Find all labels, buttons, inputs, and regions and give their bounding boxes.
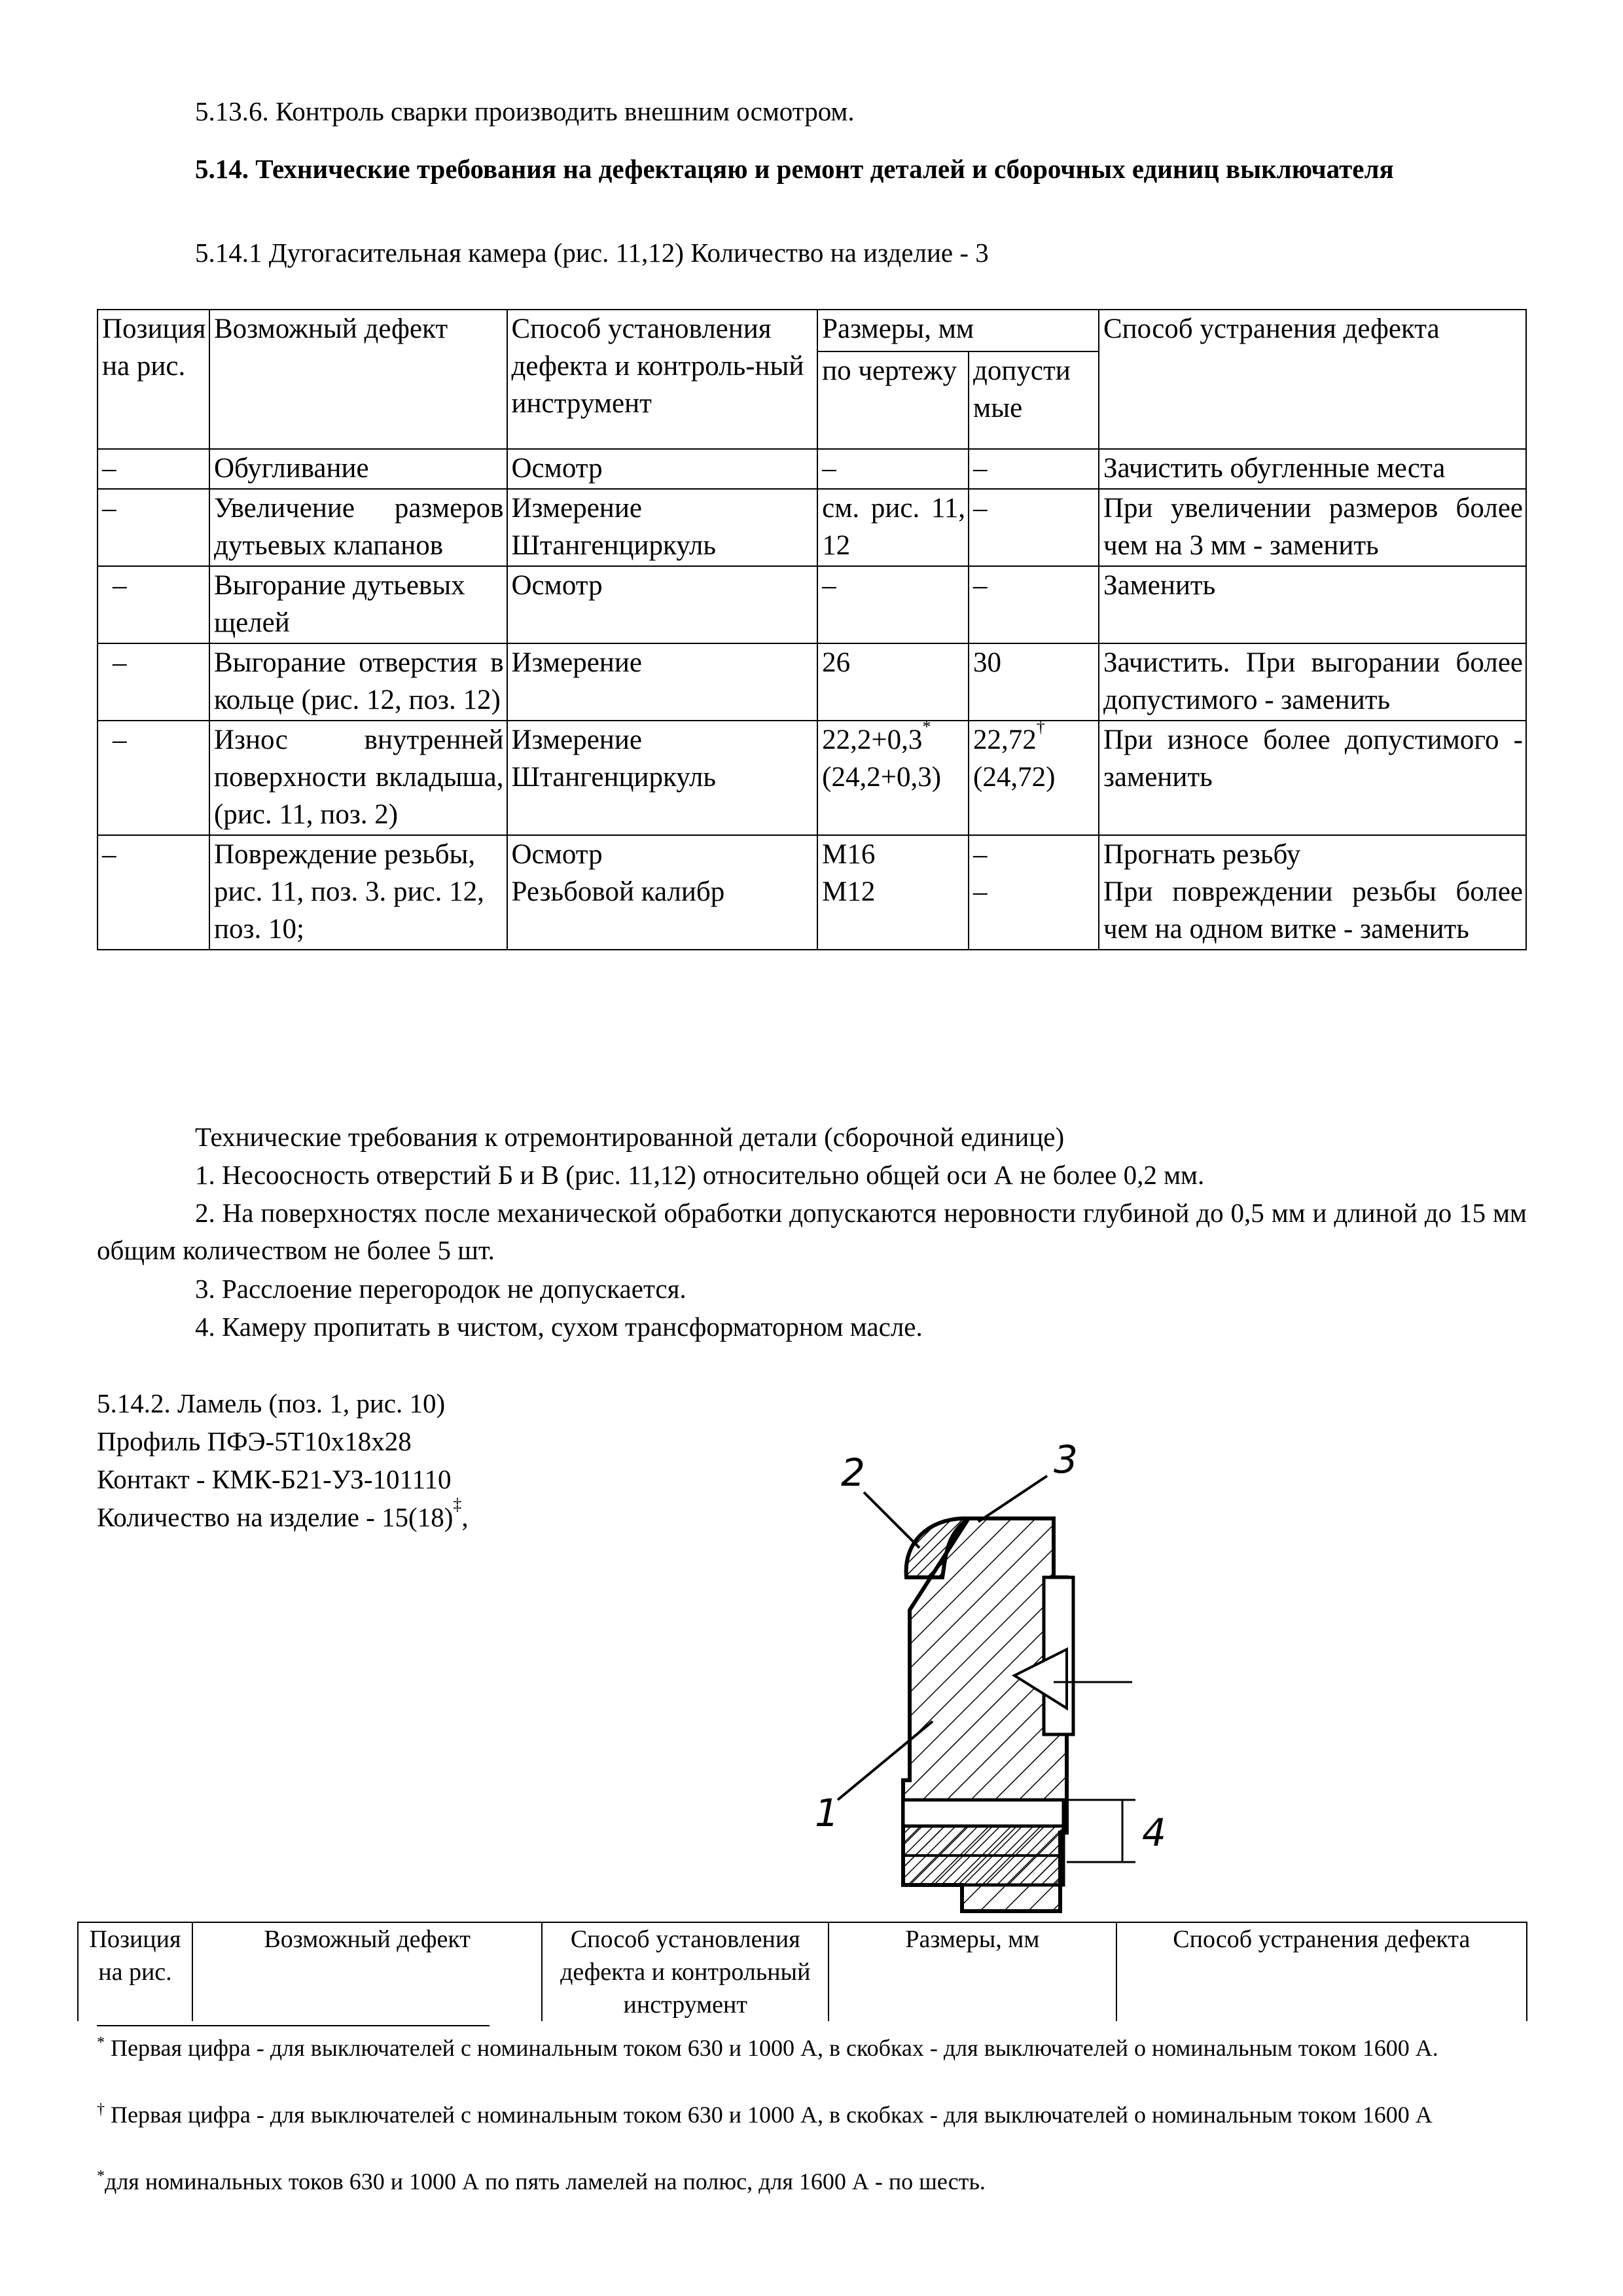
lamel-quantity-text: Количество на изделие - 15(18) xyxy=(97,1502,454,1532)
cell-allowed: 30 xyxy=(969,643,1099,721)
cell-remedy: Заменить xyxy=(1099,566,1526,643)
remedy-line: Прогнать резьбу xyxy=(1103,839,1301,870)
drawing-label-4: 4 xyxy=(1142,1810,1166,1855)
requirement-item: 3. Расслоение перегородок не допускается. xyxy=(195,1274,687,1304)
requirement-item: 1. Несоосность отверстий Б и В (рис. 11,12) относительно общей оси А не более 0,2 мм. xyxy=(195,1160,1205,1190)
lamel-title: 5.14.2. Ламель (поз. 1, рис. 10) xyxy=(97,1388,446,1418)
col-header-defect: Возможный дефект xyxy=(192,1922,542,2021)
footnote-mark: † xyxy=(97,2101,105,2118)
allowed-line: (24,72) xyxy=(973,762,1056,793)
table-header-row xyxy=(98,310,1526,351)
method-line: Измерение xyxy=(511,493,642,524)
method-line: Штангенциркуль xyxy=(511,530,716,561)
col-header-by-drawing: по чертежу xyxy=(817,351,969,449)
cell-defect: Выгорание отверстия в кольце (рис. 12, поз. 12) xyxy=(209,643,507,721)
defect-table-lamel xyxy=(77,1922,1527,2021)
cell-drawing: – xyxy=(817,566,969,643)
cell-allowed: – xyxy=(969,449,1099,489)
requirement-item: 2. На поверхностях после механической обработки допускаются неровности глубиной до 0,5 мм и длиной до 15 мм общим количеством не более 5 шт. xyxy=(97,1198,1527,1265)
cell-method xyxy=(507,489,818,566)
lamel-drawing xyxy=(779,1414,1237,1924)
footnote-separator xyxy=(97,2025,490,2026)
remedy-line: При повреждении резьбы более чем на одном витке - заменить xyxy=(1103,876,1523,944)
cell-drawing xyxy=(817,717,969,835)
allowed-line xyxy=(973,717,1096,759)
cell-defect: Выгорание дутьевых щелей xyxy=(209,566,507,643)
footnote xyxy=(97,2094,1530,2130)
table-row xyxy=(98,489,1526,566)
cell-drawing: – xyxy=(817,449,969,489)
footnote xyxy=(97,2028,1530,2063)
cell-remedy: При износе более допустимого - заменить xyxy=(1099,721,1526,835)
cell-defect: Повреждение резьбы, рис. 11, поз. 3. рис. 12, поз. 10; xyxy=(209,835,507,950)
cell-method xyxy=(507,835,818,950)
drawing-label-1: 1 xyxy=(815,1791,839,1835)
table-row xyxy=(98,835,1526,950)
cell-position: – xyxy=(98,566,209,643)
cell-position: – xyxy=(98,721,209,835)
drawing-label-3: 3 xyxy=(1054,1437,1078,1482)
cell-position: – xyxy=(98,643,209,721)
intro-line: 5.13.6. Контроль сварки производить внешним осмотром. xyxy=(195,96,855,126)
col-header-remedy: Способ устранения дефекта xyxy=(1116,1922,1527,2021)
drawing-line xyxy=(822,717,965,759)
table-row xyxy=(98,643,1526,721)
col-header-sizes: Размеры, мм xyxy=(829,1922,1116,2021)
requirement-item: 4. Камеру пропитать в чистом, сухом трансформаторном масле. xyxy=(195,1312,923,1342)
lamel-contact: Контакт - КМК-Б21-УЗ-101110 xyxy=(97,1464,452,1494)
drawing-value: 22,2+0,3 xyxy=(822,725,923,755)
method-line: Осмотр xyxy=(511,839,603,870)
drawing-line: М16 xyxy=(822,839,876,870)
cell-allowed xyxy=(969,835,1099,950)
col-header-remedy: Способ устранения дефекта xyxy=(1099,310,1526,449)
table-row xyxy=(98,566,1526,643)
cell-remedy xyxy=(1099,835,1526,950)
allowed-line: – xyxy=(973,839,988,870)
footnote-text: Первая цифра - для выключателей с номинальным током 630 и 1000 А, в скобках - для выключателей о номинальным током 1600 А. xyxy=(111,2035,1438,2061)
cell-method: Осмотр xyxy=(507,566,818,643)
cell-remedy: Зачистить обугленные места xyxy=(1099,449,1526,489)
table-row xyxy=(98,449,1526,489)
cell-allowed xyxy=(969,717,1099,835)
cell-position: – xyxy=(98,449,209,489)
col-header-sizes: Размеры, мм xyxy=(817,310,1099,351)
footnote-text: для номинальных токов 630 и 1000 А по пять ламелей на полюс, для 1600 А - по шесть. xyxy=(105,2168,986,2195)
col-header-position: Позиция на рис. xyxy=(98,310,209,449)
cell-drawing xyxy=(817,835,969,950)
footnote-mark: ‡ xyxy=(453,1495,462,1514)
cell-allowed: – xyxy=(969,566,1099,643)
cell-defect: Обугливание xyxy=(209,449,507,489)
table-header-row xyxy=(78,1922,1527,2021)
drawing-line: (24,2+0,3) xyxy=(822,762,942,793)
cell-method: Измерение xyxy=(507,643,818,721)
footnote xyxy=(97,2161,1530,2197)
lamel-quantity xyxy=(97,1495,469,1536)
footnote-mark: * xyxy=(97,2034,105,2051)
lamel-profile: Профиль ПФЭ-5Т10х18х28 xyxy=(97,1426,412,1456)
cell-drawing: см. рис. 11, 12 xyxy=(817,489,969,566)
cell-method: Осмотр xyxy=(507,449,818,489)
cell-position: – xyxy=(98,489,209,566)
col-header-allowed: допусти мые xyxy=(969,351,1099,449)
method-line: Штангенциркуль xyxy=(511,762,716,793)
cell-defect: Увеличение размеров дутьевых клапанов xyxy=(209,489,507,566)
footnote-mark: † xyxy=(1036,717,1045,736)
cell-position: – xyxy=(98,835,209,950)
drawing-line: М12 xyxy=(822,876,876,907)
footnote-mark: * xyxy=(97,2168,105,2185)
footnote-text: Первая цифра - для выключателей с номинальным током 630 и 1000 А, в скобках - для выключателей о номинальным током 1600 А xyxy=(111,2102,1433,2128)
cell-remedy: При увеличении размеров более чем на 3 мм - заменить xyxy=(1099,489,1526,566)
col-header-defect: Возможный дефект xyxy=(209,310,507,449)
cell-allowed: – xyxy=(969,489,1099,566)
method-line: Резьбовой калибр xyxy=(511,876,725,907)
col-header-method: Способ установления дефекта и контроль-ный инструмент xyxy=(507,310,818,449)
allowed-value: 22,72 xyxy=(973,725,1037,755)
col-header-method: Способ установления дефекта и контрольный инструмент xyxy=(542,1922,829,2021)
cell-drawing: 26 xyxy=(817,643,969,721)
table-row xyxy=(98,721,1526,835)
subsection-heading: 5.14.1 Дугогасительная камера (рис. 11,12) Количество на изделие - 3 xyxy=(195,238,989,268)
col-header-position: Позиция на рис. xyxy=(78,1922,192,2021)
method-line: Измерение xyxy=(511,725,642,755)
section-heading: 5.14. Технические требования на дефектацяю и ремонт деталей и сборочных единиц выключателя xyxy=(195,154,1394,184)
drawing-label-2: 2 xyxy=(841,1450,865,1495)
cell-remedy: Зачистить. При выгорании более допустимого - заменить xyxy=(1099,643,1526,721)
cell-method xyxy=(507,721,818,835)
cell-defect: Износ внутренней поверхности вкладыша, (рис. 11, поз. 2) xyxy=(209,721,507,835)
defect-table-camera xyxy=(97,309,1527,950)
lamel-quantity-end: , xyxy=(461,1502,469,1532)
requirements-title: Технические требования к отремонтированной детали (сборочной единице) xyxy=(195,1122,1065,1152)
allowed-line: – xyxy=(973,876,988,907)
footnote-mark: * xyxy=(922,717,931,736)
